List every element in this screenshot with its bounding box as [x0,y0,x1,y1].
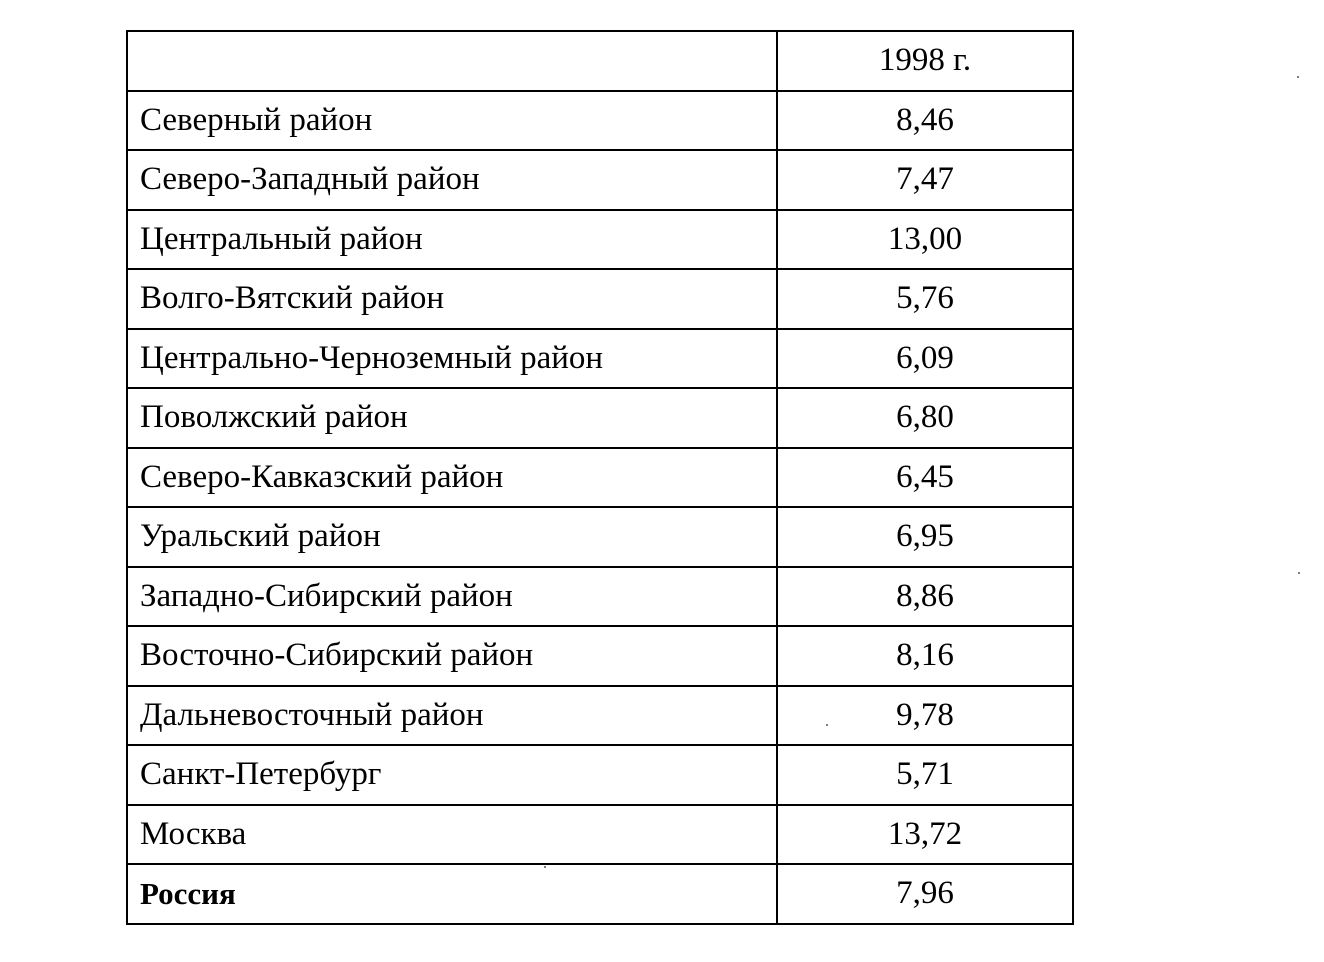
header-year-cell: 1998 г. [777,31,1073,91]
region-cell: Санкт-Петербург [127,745,777,805]
value-cell: 8,16 [777,626,1073,686]
total-region-cell: Россия [127,864,777,924]
value-cell: 6,95 [777,507,1073,567]
table-row [127,448,1073,508]
region-cell: Поволжский район [127,388,777,448]
table-row [127,626,1073,686]
value-cell: 13,72 [777,805,1073,865]
total-value-cell: 7,96 [777,864,1073,924]
region-cell: Северо-Кавказский район [127,448,777,508]
region-cell: Дальневосточный район [127,686,777,746]
region-cell: Северо-Западный район [127,150,777,210]
table-row [127,388,1073,448]
region-cell: Восточно-Сибирский район [127,626,777,686]
table-row [127,507,1073,567]
table-row [127,745,1073,805]
region-cell: Центрально-Черноземный район [127,329,777,389]
value-cell: 7,47 [777,150,1073,210]
value-cell: 13,00 [777,210,1073,270]
table-row [127,150,1073,210]
table-row [127,91,1073,151]
value-cell: 6,80 [777,388,1073,448]
scan-speck [1297,76,1299,78]
table-row [127,686,1073,746]
table-row [127,269,1073,329]
table-row [127,210,1073,270]
value-cell: 6,09 [777,329,1073,389]
value-cell: 6,45 [777,448,1073,508]
value-cell: 5,76 [777,269,1073,329]
header-row [127,31,1073,91]
header-region-cell [127,31,777,91]
total-row [127,864,1073,924]
data-table [126,30,1074,925]
region-cell: Москва [127,805,777,865]
scan-speck [1298,572,1300,574]
value-cell: 5,71 [777,745,1073,805]
region-cell: Центральный район [127,210,777,270]
value-cell: 9,78 [777,686,1073,746]
value-cell: 8,86 [777,567,1073,627]
region-cell: Северный район [127,91,777,151]
region-cell: Западно-Сибирский район [127,567,777,627]
table-row [127,329,1073,389]
region-cell: Уральский район [127,507,777,567]
scan-speck [826,724,828,726]
table-row [127,567,1073,627]
scan-speck [544,866,546,868]
value-cell: 8,46 [777,91,1073,151]
table-row [127,805,1073,865]
region-cell: Волго-Вятский район [127,269,777,329]
